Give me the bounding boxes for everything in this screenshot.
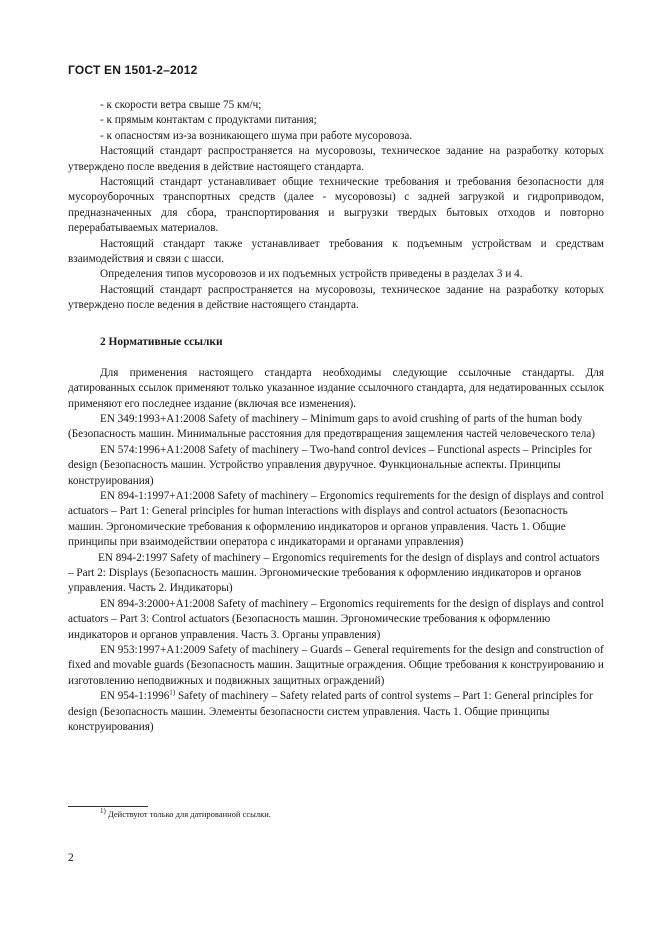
list-item: - к прямым контактам с продуктами питания; xyxy=(100,114,317,127)
normative-reference: EN 574:1996+A1:2008 Safety of machinery – Two-hand control devices – Functional aspects – Principles for design (Безопасность машин. Устройство управления двуручное. Функциональные аспекты. Принципы конструирования) xyxy=(68,443,592,487)
normative-reference: EN 894-2:1997 Safety of machinery – Ergonomics requirements for the design of displays and control actuators – Part 2: Displays (Безопасность машин. Эргономические требования к оформлению индикаторов и органов управления. Часть 2. Индикаторы) xyxy=(68,551,600,595)
paragraph: Настоящий стандарт распространяется на мусоровозы, техническое задание на разработку которых утверждено после введения в действие настоящего стандарта. xyxy=(68,145,604,173)
page-number: 2 xyxy=(68,852,74,864)
footnote-marker[interactable]: 1) xyxy=(169,688,176,697)
footnote-divider xyxy=(68,806,148,807)
footnote xyxy=(100,808,271,820)
reference-text: Safety of machinery – Safety related parts of control systems – Part 1: General principles for design (Безопасность машин. Элементы безопасности систем управления. Часть 1. Общие принципы конструирования) xyxy=(68,690,593,734)
list-item: - к скорости ветра свыше 75 км/ч; xyxy=(100,99,262,111)
normative-reference xyxy=(68,689,604,735)
normative-reference: EN 349:1993+A1:2008 Safety of machinery – Minimum gaps to avoid crushing of parts of the human body (Безопасность машин. Минимальные расстояния для предотвращения защемления частей человеческого тела) xyxy=(68,412,595,441)
list-item: - к опасностям из-за возникающего шума при работе мусоровоза. xyxy=(100,129,413,142)
section-intro: Для применения настоящего стандарта необходимы следующие ссылочные стандарты. Для датированных ссылок применяют только указанное издание ссылочного стандарта, для недатированных ссылок применяют его последнее издание (включая все изменения). xyxy=(68,366,604,410)
document-page xyxy=(68,60,604,735)
paragraph: Настоящий стандарт также устанавливает требования к подъемным устройствам и средствам взаимодействия и связи с шасси. xyxy=(68,237,604,266)
footnote-text: Действуют только для датированной ссылки. xyxy=(105,809,271,819)
paragraph: Настоящий стандарт устанавливает общие технические требования и требования безопасности для мусороуборочных транспортных средств (далее - мусоровозы) с задней загрузкой и гидроприводом, предназначенных для сбора, транспортирования и выгрузки твердых бытовых отходов и повторно перерабатываемых материалов. xyxy=(68,176,604,235)
paragraph: Определения типов мусоровозов и их подъемных устройств приведены в разделах 3 и 4. xyxy=(100,268,523,281)
section-title: 2 Нормативные ссылки xyxy=(100,335,223,348)
normative-reference: EN 894-1:1997+A1:2008 Safety of machinery – Ergonomics requirements for the design of displays and control actuators – Part 1: General principles for human interactions with displays and control actuators (Безопасность машин. Эргономические требования к оформлению индикаторов и органов управления. Часть 1. Общие принципы при взаимодействии оператора с индикаторами и органами управления) xyxy=(68,489,604,549)
normative-reference: EN 953:1997+A1:2009 Safety of machinery – Guards – General requirements for the design and construction of fixed and movable guards (Безопасность машин. Защитные ограждения. Общие требования к конструированию и изготовлению неподвижных и подвижных защитных ограждений) xyxy=(68,644,604,687)
paragraph: Настоящий стандарт распространяется на мусоровозы, техническое задание на разработку которых утверждено после ведения в действие настоящего стандарта. xyxy=(68,283,604,312)
document-header: ГОСТ EN 1501-2–2012 xyxy=(68,63,198,77)
normative-reference: EN 894-3:2000+A1:2008 Safety of machinery – Ergonomics requirements for the design of displays and control actuators – Part 3: Control actuators (Безопасность машин. Эргономические требования к оформлению индикаторов и органов управления. Часть 3. Органы управления) xyxy=(68,597,604,641)
footnote-number: 1) xyxy=(100,807,106,816)
reference-code: EN 954-1:1996 xyxy=(100,690,170,703)
